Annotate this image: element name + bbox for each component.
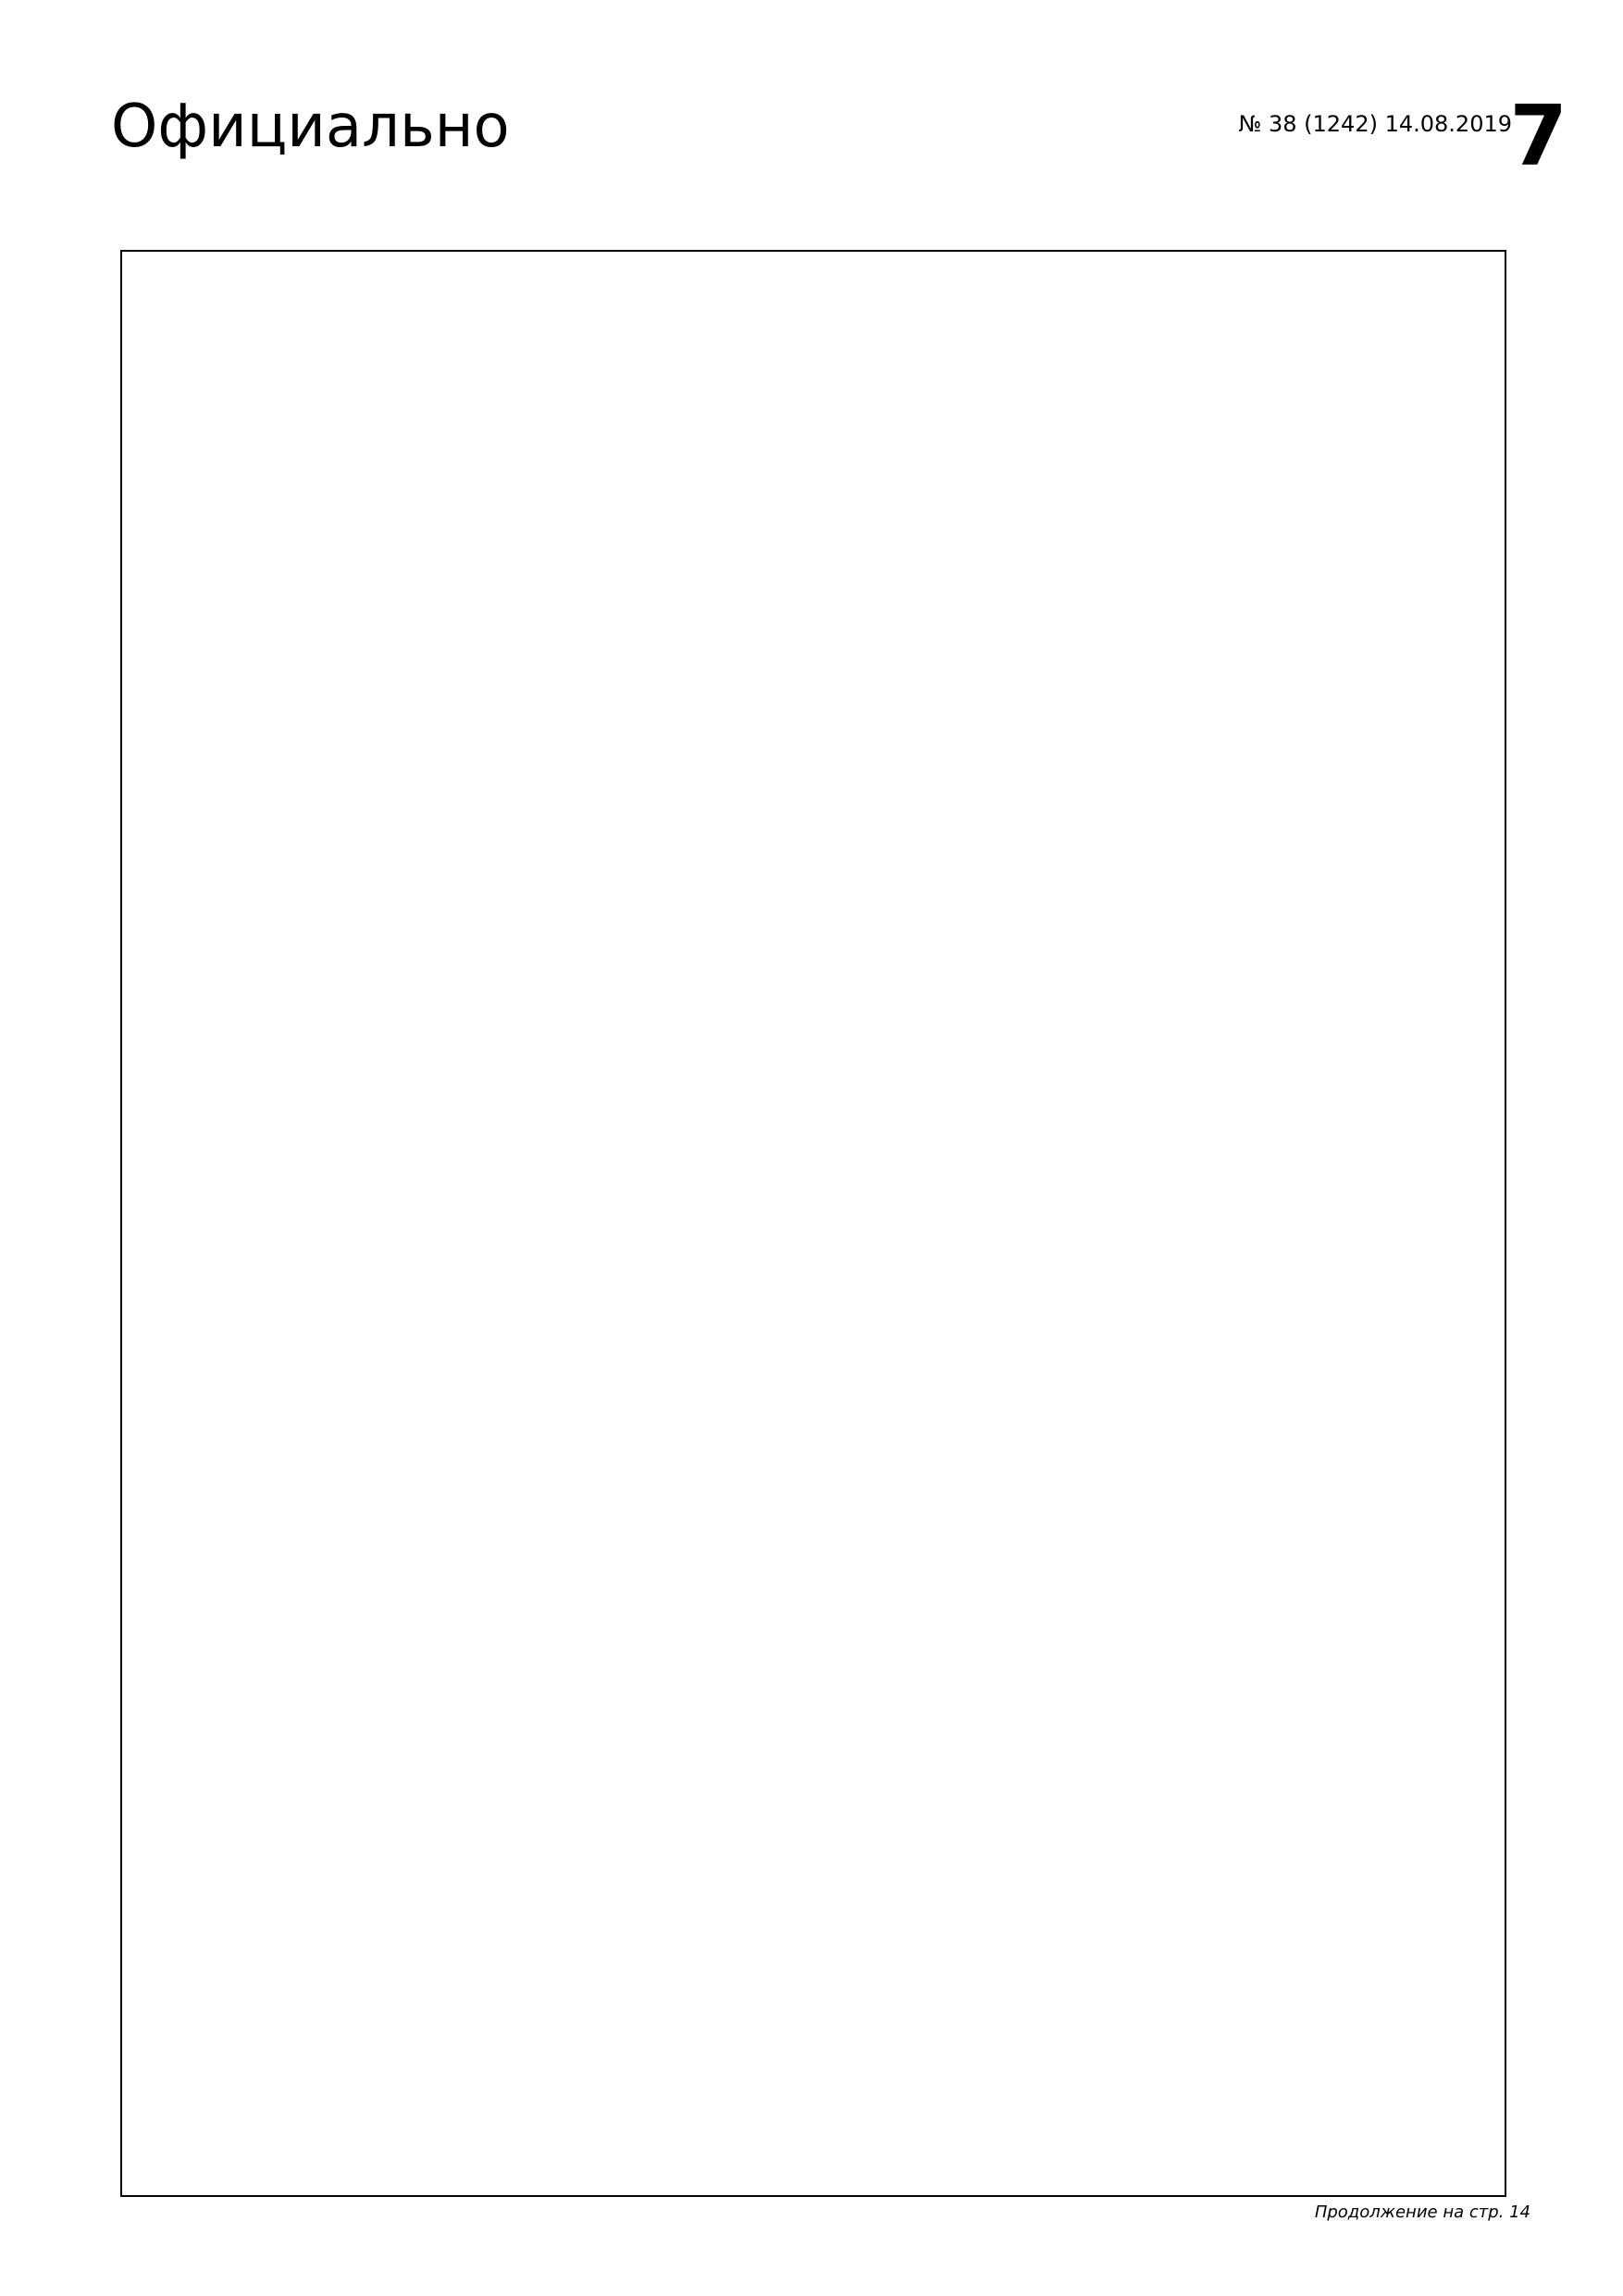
continued-note: Продолжение на стр. 14 (1314, 2203, 1530, 2222)
section-title: Официально (111, 93, 510, 161)
page-number: 7 (1509, 88, 1567, 185)
header (111, 93, 510, 161)
main-table (120, 250, 1506, 2197)
issue-info: № 38 (1242) 14.08.2019 (1238, 111, 1512, 137)
